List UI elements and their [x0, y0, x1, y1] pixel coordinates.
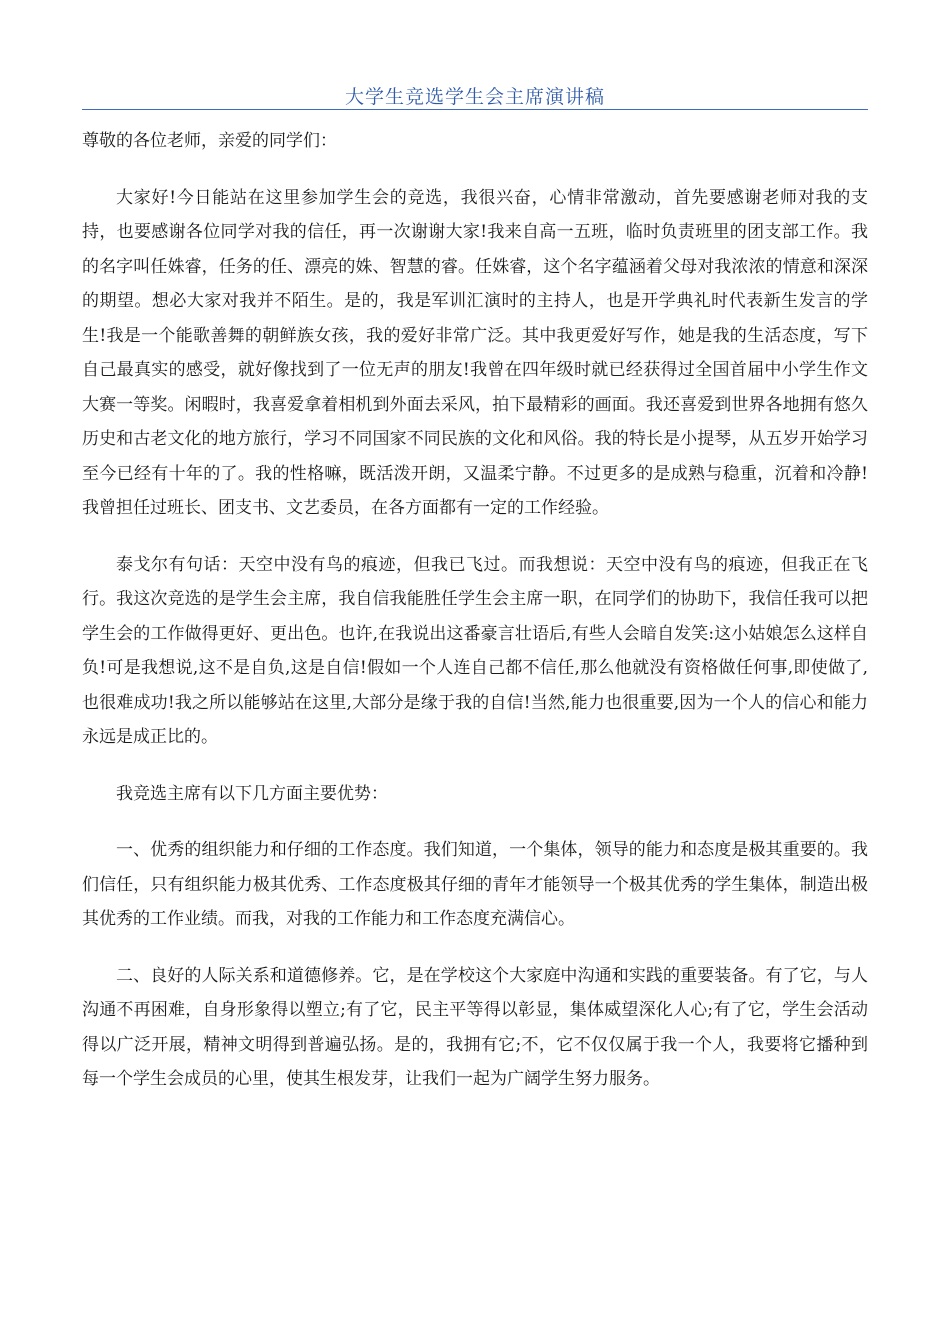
paragraph-introduction: 大家好!今日能站在这里参加学生会的竞选，我很兴奋，心情非常激动，首先要感谢老师对我的支持，也要感谢各位同学对我的信任，再一次谢谢大家!我来自高一五班，临时负责班里的团支部工作。我的名字叫任姝睿，任务的任、漂亮的姝、智慧的睿。任姝睿，这个名字蕴涵着父母对我浓浓的情意和深深的期望。想必大家对我并不陌生。是的，我是军训汇演时的主持人，也是开学典礼时代表新生发言的学生!我是一个能歌善舞的朝鲜族女孩，我的爱好非常广泛。其中我更爱好写作，她是我的生活态度，写下自己最真实的感受，就好像找到了一位无声的朋友!我曾在四年级时就已经获得过全国首届中小学生作文大赛一等奖。闲暇时，我喜爱拿着相机到外面去采风，拍下最精彩的画面。我还喜爱到世界各地拥有悠久历史和古老文化的地方旅行，学习不同国家不同民族的文化和风俗。我的特长是小提琴，从五岁开始学习至今已经有十年的了。我的性格嘛，既活泼开朗，又温柔宁静。不过更多的是成熟与稳重，沉着和冷静!我曾担任过班长、团支书、文艺委员，在各方面都有一定的工作经验。 [82, 187, 868, 518]
paragraph-advantages-intro: 我竞选主席有以下几方面主要优势： [116, 783, 388, 804]
document-body [82, 124, 868, 1119]
document-header [82, 78, 868, 110]
paragraph-confidence: 泰戈尔有句话：天空中没有鸟的痕迹，但我已飞过。而我想说：天空中没有鸟的痕迹，但我正在飞行。我这次竞选的是学生会主席，我自信我能胜任学生会主席一职，在同学们的协助下，我信任我可以把学生会的工作做得更好、更出色。也许,在我说出这番豪言壮语后,有些人会暗自发笑:这小姑娘怎么这样自负!可是我想说,这不是自负,这是自信!假如一个人连自己都不信任,那么他就没有资格做任何事,即使做了,也很难成功!我之所以能够站在这里,大部分是缘于我的自信!当然,能力也很重要,因为一个人的信心和能力永远是成正比的。 [82, 554, 868, 747]
salutation: 尊敬的各位老师，亲爱的同学们： [82, 131, 337, 151]
document-title: 大学生竞选学生会主席演讲稿 [344, 86, 605, 108]
paragraph-advantage-two: 二、良好的人际关系和道德修养。它，是在学校这个大家庭中沟通和实践的重要装备。有了它，与人沟通不再困难，自身形象得以塑立;有了它，民主平等得以彰显，集体威望深化人心;有了它，学生会活动得以广泛开展，精神文明得到普遍弘扬。是的，我拥有它;不，它不仅仅属于我一个人，我要将它播种到每一个学生会成员的心里，使其生根发芽，让我们一起为广阔学生努力服务。 [82, 965, 868, 1089]
paragraph-advantage-one: 一、优秀的组织能力和仔细的工作态度。我们知道，一个集体，领导的能力和态度是极其重要的。我们信任，只有组织能力极其优秀、工作态度极其仔细的青年才能领导一个极其优秀的学生集体，制造出极其优秀的工作业绩。而我，对我的工作能力和工作态度充满信心。 [82, 840, 868, 929]
